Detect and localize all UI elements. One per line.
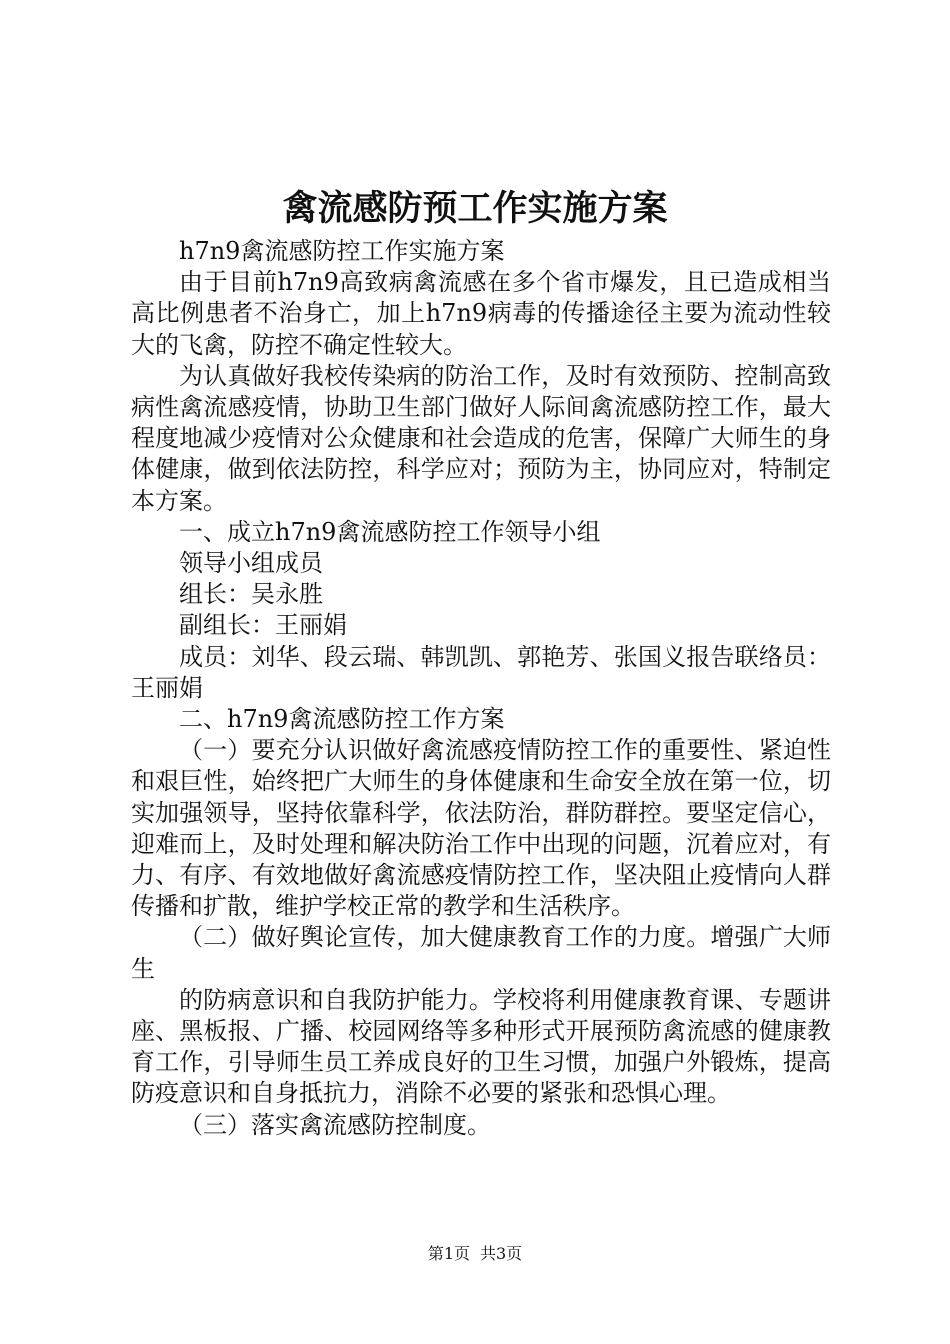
paragraph-item-1: （一）要充分认识做好禽流感疫情防控工作的重要性、紧迫性和艰巨性，始终把广大师生的身体健康和生命安全放在第一位，切实加强领导，坚持依靠科学，依法防治，群防群控。要坚定信心，迎难而上，及时处理和解决防治工作中出现的问题，沉着应对，有力、有序、有效地做好禽流感疫情防控工作，坚决阻止疫情向人群传播和扩散，维护学校正常的教学和生活秩序。 — [131, 736, 831, 921]
paragraph-group-members: 领导小组成员 — [179, 549, 323, 578]
paragraph-group-leader: 组长：吴永胜 — [179, 580, 323, 609]
paragraph-deputy-leader: 副组长：王丽娟 — [179, 611, 347, 640]
paragraph-purpose: 为认真做好我校传染病的防治工作，及时有效预防、控制高致病性禽流感疫情，协助卫生部门做好人际间禽流感防控工作，最大程度地减少疫情对公众健康和社会造成的危害，保障广大师生的身体健康，做到依法防控，科学应对；预防为主，协同应对，特制定本方案。 — [131, 361, 831, 515]
paragraph-item-2-continued: 的防病意识和自我防护能力。学校将利用健康教育课、专题讲座、黑板报、广播、校园网络等多种形式开展预防禽流感的健康教育工作，引导师生员工养成良好的卫生习惯，加强户外锻炼，提高防疫意识和自身抵抗力，消除不必要的紧张和恐惧心理。 — [131, 985, 831, 1108]
paragraph-background: 由于目前h7n9高致病禽流感在多个省市爆发，且已造成相当高比例患者不治身亡，加上h7n9病毒的传播途径主要为流动性较大的飞禽，防控不确定性较大。 — [131, 268, 831, 359]
page-number-current: 第1页 — [427, 1244, 470, 1263]
document-body — [131, 236, 831, 1141]
paragraph-item-3: （三）落实禽流感防控制度。 — [179, 1110, 491, 1139]
paragraph-subtitle: h7n9禽流感防控工作实施方案 — [179, 237, 505, 265]
section-heading-2: 二、h7n9禽流感防控工作方案 — [179, 705, 505, 734]
page-footer — [0, 1243, 950, 1265]
page-number-total: 共3页 — [480, 1244, 523, 1263]
paragraph-members-list: 成员：刘华、段云瑞、韩凯凯、郭艳芳、张国义报告联络员：王丽娟 — [131, 642, 831, 702]
paragraph-item-2: （二）做好舆论宣传，加大健康教育工作的力度。增强广大师生 — [131, 923, 831, 983]
document-title: 禽流感防预工作实施方案 — [282, 188, 668, 229]
section-heading-1: 一、成立h7n9禽流感防控工作领导小组 — [179, 517, 601, 546]
